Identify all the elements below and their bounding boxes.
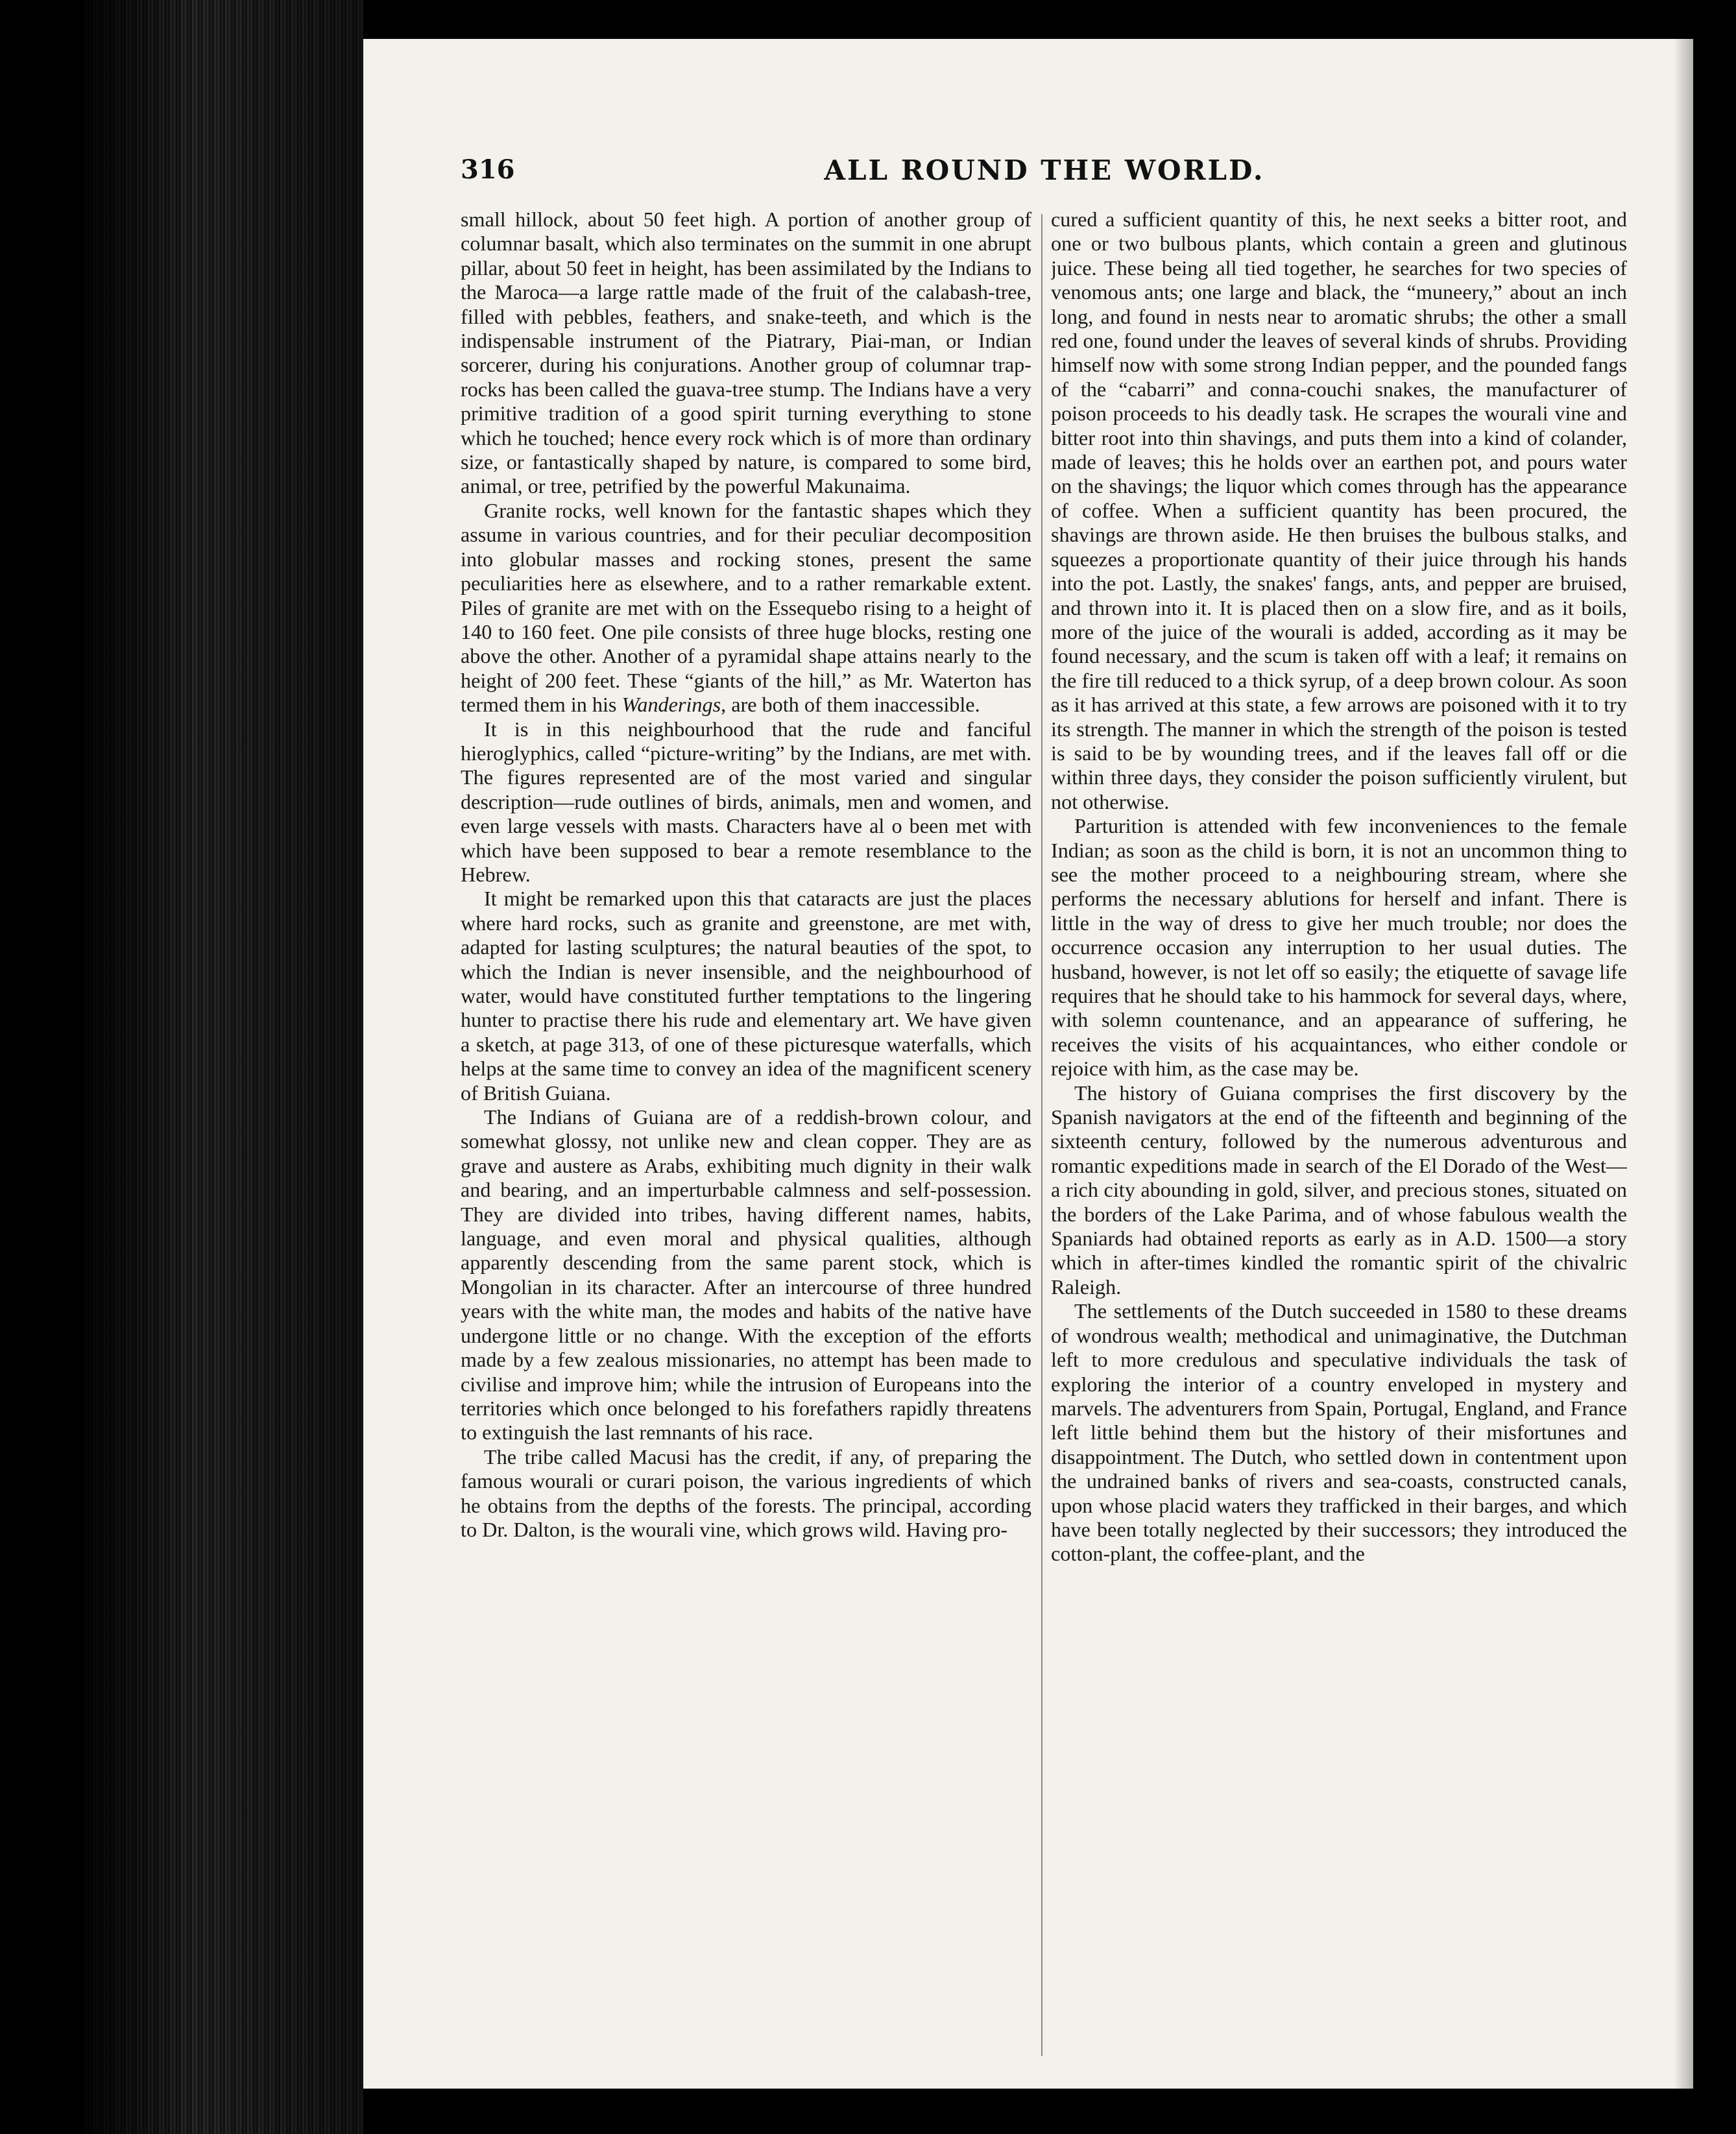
paragraph-text: 1500—a story which in after-times kindled the romantic spirit of the chivalric Raleigh. (1051, 1227, 1627, 1299)
page-edge-shadow (1674, 39, 1693, 2089)
paragraph: The settlements of the Dutch succeeded in 1580 to these dreams of wondrous wealth; methodical and unimaginative, the Dutchman left to more credulous and speculative individuals the task of exploring the interior of a country enveloped in mystery and marvels. The adventurers from Spain, Portugal, England, and France left little behind them but the history of their misfortunes and disappointment. The Dutch, who settled down in contentment upon the undrained banks of rivers and sea-coasts, constructed canals, upon whose placid waters they trafficked in their barges, and which have been totally neglected by their successors; they introduced the cotton-plant, the coffee-plant, and the (1051, 1299, 1627, 1566)
column-divider (1041, 214, 1043, 2056)
paragraph (461, 499, 1031, 717)
paragraph-text: Granite rocks, well known for the fantastic shapes which they assume in various countries, and for their peculiar decomposition into globular masses and rocking stones, present the same peculiarities here as elsewhere, and to a rather remarkable extent. Piles of granite are met with on the Essequebo rising to a height of 140 to 160 feet. One pile consists of three huge blocks, resting one above the other. Another of a pyramidal shape attains nearly to the height of 200 feet. These “giants of the hill,” as Mr. Waterton has termed them in his (461, 498, 1031, 717)
paragraph: Parturition is attended with few inconveniences to the female Indian; as soon as the child is born, it is not an uncommon thing to see the mother proceed to a neighbouring stream, where she performs the necessary ablutions for herself and infant. There is little in the way of dress to give her much trouble; nor does the occurrence occasion any interruption to her usual duties. The husband, however, is not let off so easily; the etiquette of savage life requires that he should take to his hammock for several days, where, with solemn countenance, and an appearance of suffering, he receives the visits of his acquaintances, who either condole or rejoice with him, as the case may be. (1051, 814, 1627, 1081)
left-column (461, 208, 1031, 2056)
paragraph: small hillock, about 50 feet high. A portion of another group of columnar basalt, which also terminates on the summit in one abrupt pillar, about 50 feet in height, has been assimilated by the Indians to the Maroca—a large rattle made of the fruit of the calabash-tree, filled with pebbles, feathers, and snake-teeth, and which is the indispensable instrument of the Piatrary, Piai-man, or Indian sorcerer, during his conjurations. Another group of columnar trap-rocks has been called the guava-tree stump. The Indians have a very primitive tradition of a good spirit turning everything to stone which he touched; hence every rock which is of more than ordinary size, or fantastically shaped by nature, is compared to some bird, animal, or tree, petrified by the powerful Makunaima. (461, 208, 1031, 498)
page-header (461, 154, 1628, 193)
era-abbreviation: A.D. (1455, 1227, 1497, 1251)
paragraph: It might be remarked upon this that cataracts are just the places where hard rocks, such as granite and greenstone, are met with, adapted for lasting sculptures; the natural beauties of the spot, to which the Indian is never insensible, and the neighbourhood of water, would have constituted further temptations to the lingering hunter to practise there his rude and elementary art. We have given a sketch, at page 313, of one of these picturesque waterfalls, which helps at the same time to convey an idea of the magnificent scenery of British Guiana. (461, 887, 1031, 1105)
book-page (363, 39, 1693, 2089)
page-number: 316 (461, 154, 515, 185)
text-columns (461, 208, 1628, 2056)
paragraph: The tribe called Macusi has the credit, if any, of preparing the famous wourali or curari poison, the various ingredients of which he obtains from the depths of the forests. The principal, according to Dr. Dalton, is the wourali vine, which grows wild. Having pro- (461, 1445, 1031, 1541)
paragraph: It is in this neighbourhood that the rude and fanciful hieroglyphics, called “picture-writing” by the Indians, are met with. The figures represented are of the most varied and singular description—rude outlines of birds, animals, men and women, and even large vessels with masts. Characters have al o been met with which have been supposed to bear a remote resemblance to the Hebrew. (461, 717, 1031, 886)
book-spine-edge (84, 0, 363, 2134)
running-title: ALL ROUND THE WORLD. (824, 154, 1265, 186)
paragraph-text: , are both of them inaccessible. (721, 693, 980, 717)
paragraph (1051, 1081, 1627, 1300)
italic-title: Wanderings (621, 693, 721, 717)
right-column (1051, 208, 1627, 2056)
paragraph: cured a sufficient quantity of this, he next seeks a bitter root, and one or two bulbous plants, which contain a green and glutinous juice. These being all tied together, he searches for two species of venomous ants; one large and black, the “muneery,” about an inch long, and found in nests near to aromatic shrubs; the other a small red one, found under the leaves of several kinds of shrubs. Providing himself now with some strong Indian pepper, and the pounded fangs of the “cabarri” and conna-couchi snakes, the manufacturer of poison proceeds to his deadly task. He scrapes the wourali vine and bitter root into thin shavings, and puts them into a kind of colander, made of leaves; this he holds over an earthen pot, and pours water on the shavings; the liquor which comes through has the appearance of coffee. When a sufficient quantity has been procured, the shavings are thrown aside. He then bruises the bulbous stalks, and squeezes a proportionate quantity of their juice through his hands into the pot. Lastly, the snakes' fangs, ants, and pepper are bruised, and thrown into it. It is placed then on a slow fire, and as it boils, more of the juice of the wourali is added, according as it may be found necessary, and the scum is taken off with a leaf; it remains on the fire till reduced to a thick syrup, of a deep brown colour. As soon as it has arrived at this state, a few arrows are poisoned with it to try its strength. The manner in which the strength of the poison is tested is said to be by wounding trees, and if the leaves fall off or die within three days, they consider the poison sufficiently virulent, but not otherwise. (1051, 208, 1627, 813)
paragraph-text: The history of Guiana comprises the first discovery by the Spanish navigators at the end of the fifteenth and beginning of the sixteenth century, followed by the numerous adventurous and romantic expeditions made in search of the El Dorado of the West—a rich city abounding in gold, silver, and precious stones, situated on the borders of the Lake Parima, and of whose fabulous wealth the Spaniards had obtained reports as early as in (1051, 1081, 1627, 1251)
paragraph: The Indians of Guiana are of a reddish-brown colour, and somewhat glossy, not unlike new and clean copper. They are as grave and austere as Arabs, exhibiting much dignity in their walk and bearing, and an imperturbable calmness and self-possession. They are divided into tribes, having different names, habits, language, and even moral and physical qualities, although apparently descending from the same parent stock, which is Mongolian in its character. After an intercourse of three hundred years with the white man, the modes and habits of the native have undergone little or no change. With the exception of the efforts made by a few zealous missionaries, no attempt has been made to civilise and improve him; while the intrusion of Europeans into the territories which once belonged to his forefathers rapidly threatens to extinguish the last remnants of his race. (461, 1105, 1031, 1445)
